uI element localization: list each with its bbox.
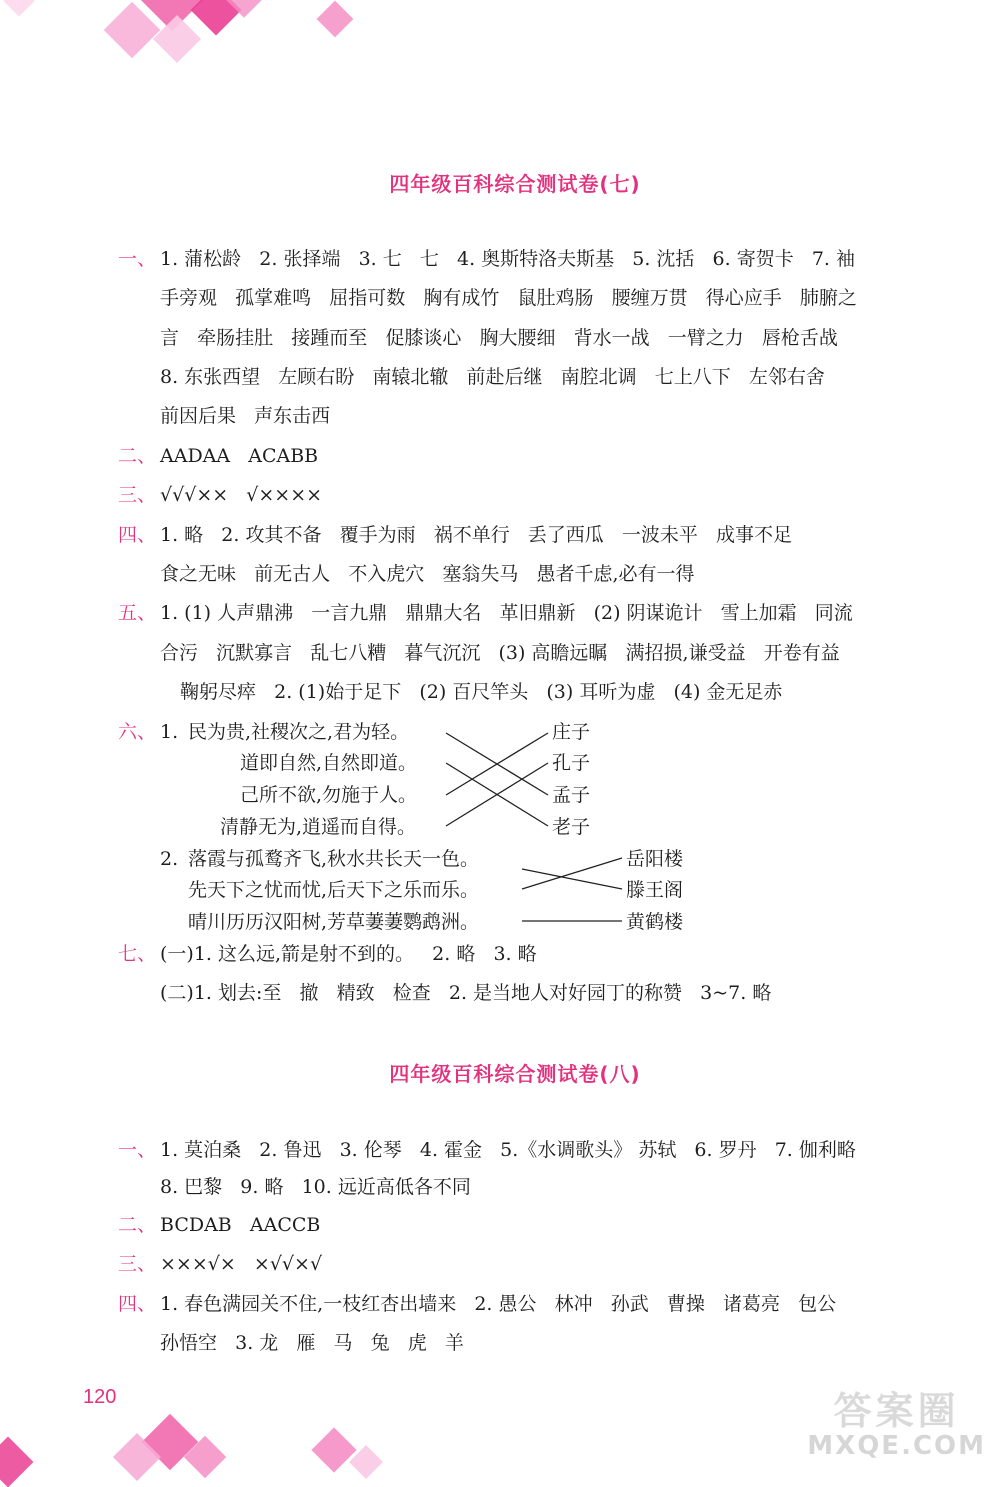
answer-line: 鞠躬尽瘁 2. (1)始于足下 (2) 百尺竿头 (3) 耳听为虚 (4) 金无足赤: [180, 681, 783, 703]
quote-left: 道即自然,自然即道。: [240, 752, 418, 774]
philosopher-name: 庄子: [552, 721, 591, 743]
answer-line: AADAA ACABB: [160, 445, 319, 467]
answer-line: 孙悟空 3. 龙 雁 马 兔 虎 羊: [160, 1332, 464, 1354]
watermark-logo: [807, 1380, 986, 1461]
quote-left: 民为贵,社稷次之,君为轻。: [188, 721, 410, 743]
q5-number: 五、: [118, 602, 157, 624]
tower-name: 岳阳楼: [626, 848, 684, 870]
answer-line: 8. 东张西望 左顾右盼 南辕北辙 前赴后继 南腔北调 七上八下 左邻右舍: [160, 366, 825, 388]
q6-number: 六、: [118, 721, 157, 743]
answer-line: 1. 春色满园关不住,一枝红杏出墙来 2. 愚公 林冲 孙武 曹操 诸葛亮 包公: [160, 1293, 837, 1315]
answer-line: 1. 蒲松龄 2. 张择端 3. 七 七 4. 奥斯特洛夫斯基 5. 沈括 6. 寄贺卡 7. 袖: [160, 248, 856, 270]
answer-line: (二)1. 划去:至 撤 精致 检查 2. 是当地人对好园丁的称赞 3~7. 略: [160, 982, 772, 1004]
section-7-title: 四年级百科综合测试卷(七): [389, 172, 641, 196]
q1-number: 一、: [118, 248, 157, 270]
q4-number: 四、: [118, 524, 157, 546]
q7-number: 七、: [118, 943, 157, 965]
answer-line: 1. 略 2. 攻其不备 覆手为雨 祸不单行 丢了西瓜 一波未平 成事不足: [160, 524, 793, 546]
tower-name: 滕王阁: [626, 879, 684, 901]
watermark-main: 答案圈: [833, 1389, 960, 1433]
watermark-sub: MXQE.COM: [807, 1431, 986, 1461]
quote-left: 己所不欲,勿施于人。: [240, 784, 418, 806]
section-8-title: 四年级百科综合测试卷(八): [389, 1062, 641, 1086]
answer-line: 1. (1) 人声鼎沸 一言九鼎 鼎鼎大名 革旧鼎新 (2) 阴谋诡计 雪上加霜 同流: [160, 602, 853, 624]
q3-number: 三、: [118, 484, 157, 506]
answer-line: BCDAB AACCB: [160, 1214, 321, 1236]
page-number: 120: [83, 1386, 117, 1408]
q2-number: 二、: [118, 445, 157, 467]
answer-line: 手旁观 孤掌难鸣 屈指可数 胸有成竹 鼠肚鸡肠 腰缠万贯 得心应手 肺腑之: [160, 287, 857, 309]
answer-line: 言 牵肠挂肚 接踵而至 促膝谈心 胸大腰细 背水一战 一臂之力 唇枪舌战: [160, 327, 838, 349]
poem-line: 先天下之忧而忧,后天下之乐而乐。: [188, 879, 480, 901]
answer-line: ×××√× ×√√×√: [160, 1253, 323, 1275]
q6-part2-label: 2.: [160, 848, 179, 870]
answer-line: 食之无味 前无古人 不入虎穴 塞翁失马 愚者千虑,必有一得: [160, 563, 695, 585]
philosopher-name: 老子: [552, 816, 591, 838]
answer-line: √√√×× √××××: [160, 484, 323, 506]
poem-line: 晴川历历汉阳树,芳草萋萋鹦鹉洲。: [188, 911, 480, 933]
q1-number: 一、: [118, 1139, 157, 1161]
q2-number: 二、: [118, 1214, 157, 1236]
q4-number: 四、: [118, 1293, 157, 1315]
quote-left: 清静无为,逍遥而自得。: [220, 816, 417, 838]
answer-line: 前因后果 声东击西: [160, 405, 331, 427]
answer-line: 8. 巴黎 9. 略 10. 远近高低各不同: [160, 1176, 471, 1198]
answer-line: 1. 莫泊桑 2. 鲁迅 3. 伦琴 4. 霍金 5.《水调歌头》 苏轼 6. 罗丹 7. 伽利略: [160, 1139, 856, 1161]
tower-name: 黄鹤楼: [626, 911, 684, 933]
answer-line: (一)1. 这么远,箭是射不到的。 2. 略 3. 略: [160, 943, 537, 965]
q6-part1-label: 1.: [160, 721, 179, 743]
poem-line: 落霞与孤鹜齐飞,秋水共长天一色。: [188, 848, 480, 870]
philosopher-name: 孟子: [552, 784, 591, 806]
philosopher-name: 孔子: [552, 752, 591, 774]
q3-number: 三、: [118, 1253, 157, 1275]
answer-line: 合污 沉默寡言 乱七八糟 暮气沉沉 (3) 高瞻远瞩 满招损,谦受益 开卷有益: [160, 642, 840, 664]
